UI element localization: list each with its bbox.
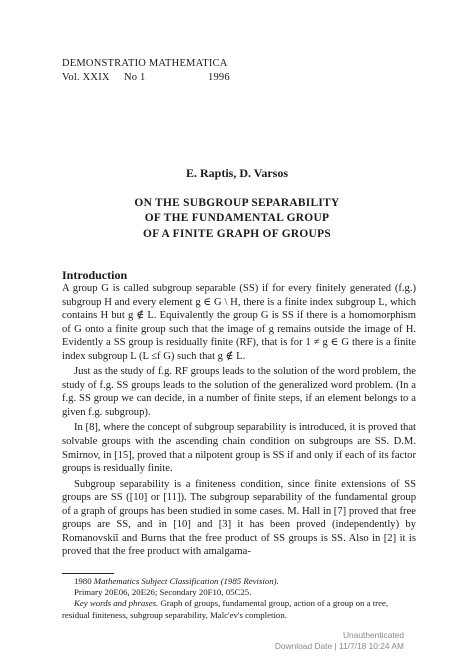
authors: E. Raptis, D. Varsos xyxy=(185,166,289,180)
msc-line: 1980 Mathematics Subject Classification (1985 Revision). xyxy=(74,576,279,586)
paragraph: Just as the study of f.g. RF groups leads to the solution of the word problem, the study of f.g. SS groups leads to the solution of the generalized word problem. (In a f.g. SS group we can decide, in a number of finite steps, if an element belongs to a given f.g. subgroup). xyxy=(62,366,416,418)
journal-header xyxy=(62,57,230,84)
download-stamp xyxy=(275,630,404,652)
title-line: OF A FINITE GRAPH OF GROUPS xyxy=(143,227,331,240)
section-heading: Introduction xyxy=(62,268,128,282)
journal-issue-line xyxy=(62,71,230,85)
paragraph: A group G is called subgroup separable (SS) if for every finitely generated (f.g.) subgroup H and every element g ∈ G \ H, there is a finite index subgroup L, which contains H but g ∉ L. Equivalently the group G is SS if there is a homomorphism of G onto a finite group such that the image of g remains outside the image of H. Evidently a SS group is residually finite (RF), that is for 1 ≠ g ∈ G there is a finite index subgroup L (L ≤f G) such that g ∉ L. xyxy=(62,283,416,362)
title-line: OF THE FUNDAMENTAL GROUP xyxy=(144,212,330,225)
paragraph: In [8], where the concept of subgroup separability is introduced, it is proved that solvable groups with the ascending chain condition on subgroups are SS. D.M. Smirnov, in [15], proved that a nilpotent group is SS if and only if each of its factor groups is residually finite. xyxy=(62,422,416,475)
download-status: Unauthenticated xyxy=(343,630,404,640)
paper-title xyxy=(0,196,474,242)
download-date: Download Date | 11/7/18 10:24 AM xyxy=(274,641,404,651)
title-line: ON THE SUBGROUP SEPARABILITY xyxy=(134,197,340,209)
year: 1996 xyxy=(208,71,230,83)
issue-number: No 1 xyxy=(124,71,146,83)
footnote xyxy=(62,576,418,621)
volume: Vol. XXIX xyxy=(62,71,110,83)
footnote-rule xyxy=(62,573,114,574)
journal-name: DEMONSTRATIO MATHEMATICA xyxy=(62,58,228,69)
keywords: Key words and phrases. Graph of groups, fundamental group, action of a group on a tree, residual finiteness, subgroup separability, Malc'ev's completion. xyxy=(62,598,389,620)
paragraph: Subgroup separability is a finiteness condition, since finite extensions of SS groups are SS ([10] or [11]). The subgroup separability of the fundamental group of a graph of groups has been studied in some cases. M. Hall in [7] proved that free groups are SS, and in [10] and [3] it has been proved (independently) by Romanovskiĭ and Burns that the free product of SS groups is SS. Also in [2] it is proved that the free product with amalgama- xyxy=(62,478,416,558)
body-text xyxy=(62,282,416,561)
msc-codes: Primary 20E06, 20E26; Secondary 20F10, 05C25. xyxy=(74,587,252,598)
